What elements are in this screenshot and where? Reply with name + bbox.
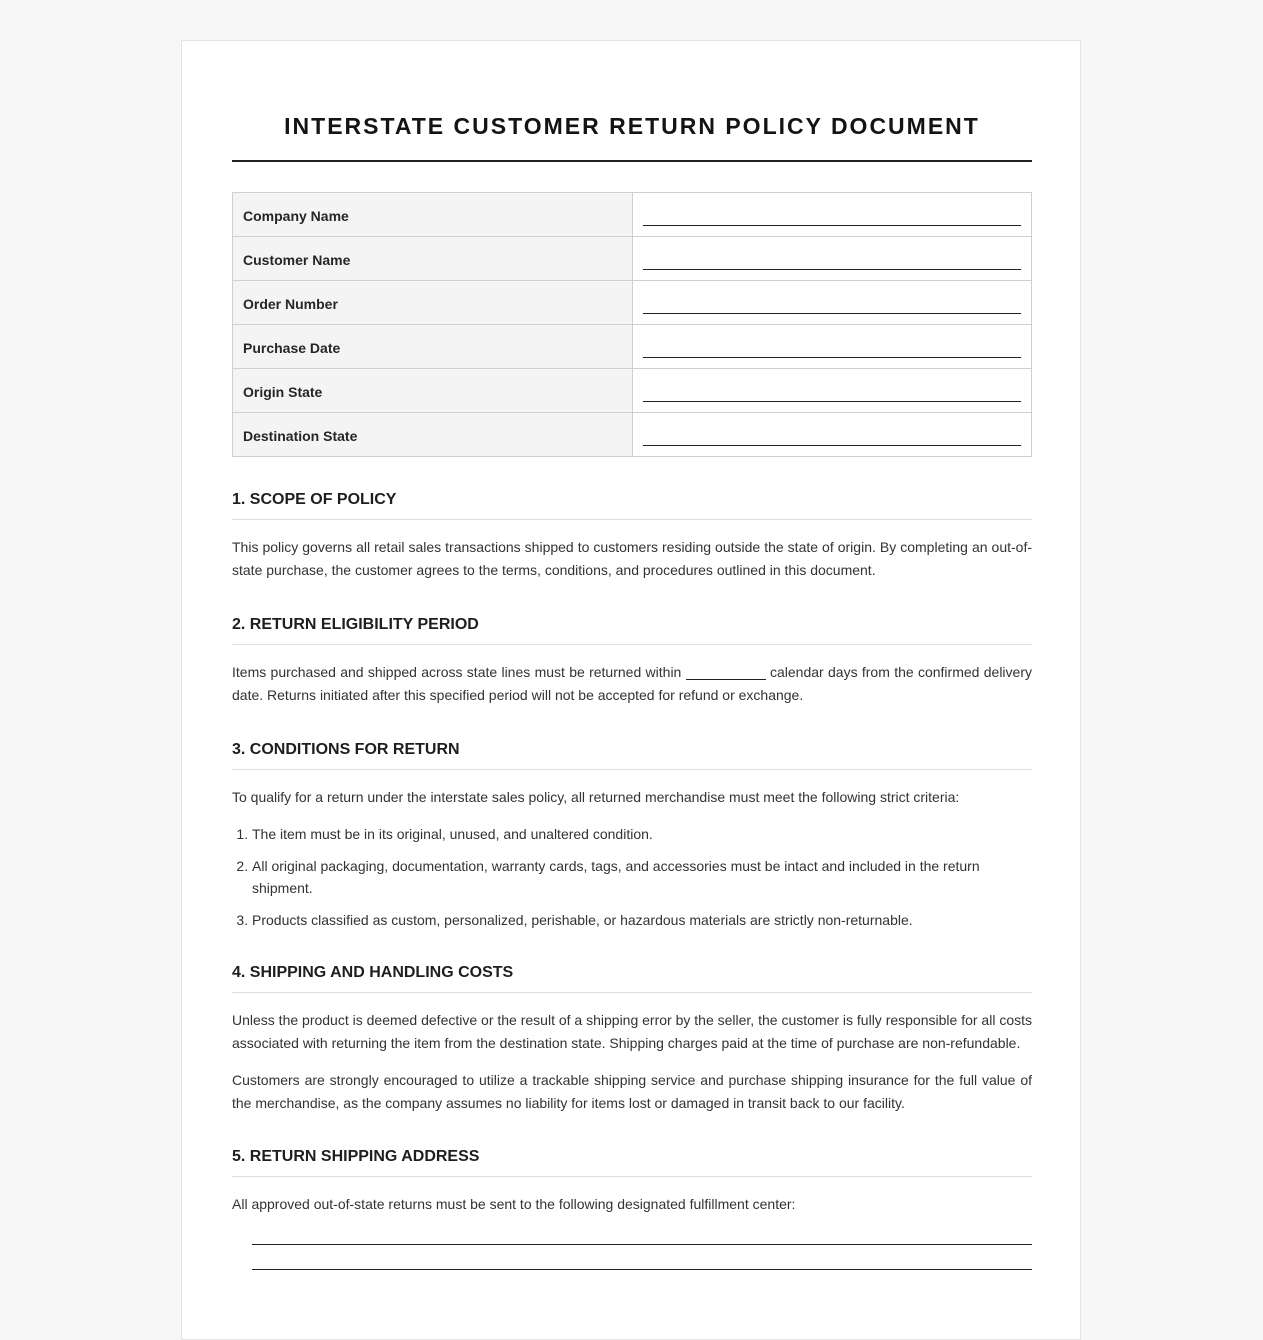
fill-line: [643, 445, 1021, 446]
shipping-para-2: Customers are strongly encouraged to utilize a trackable shipping service and purchase shipping insurance for the full value of the merchandise, as the company assumes no liability for items lost or damaged in transit back to our facility.: [232, 1072, 1032, 1111]
destination-state-field[interactable]: [633, 413, 1032, 457]
customer-name-field[interactable]: [633, 237, 1032, 281]
company-name-field[interactable]: [633, 193, 1032, 237]
section-title-eligibility: 2. RETURN ELIGIBILITY PERIOD: [232, 615, 1032, 645]
table-row: [233, 325, 1032, 369]
days-blank-field[interactable]: [686, 665, 766, 680]
origin-state-label: Origin State: [233, 369, 633, 413]
company-name-label: Company Name: [233, 193, 633, 237]
section-conditions: [232, 740, 1032, 931]
criteria-list: [232, 823, 1032, 931]
list-item: 1. The item must be in its original, unused, and unaltered condition.: [252, 823, 1032, 845]
fill-line: [643, 313, 1021, 314]
list-item: 2. All original packaging, documentation, warranty cards, tags, and accessories must be intact and included in the return shipment.: [252, 855, 1032, 899]
section-title-scope: 1. SCOPE OF POLICY: [232, 490, 1032, 520]
document-page: [181, 40, 1081, 1340]
table-row: [233, 369, 1032, 413]
document-content: [232, 41, 1032, 1307]
fill-line: [643, 357, 1021, 358]
section-address: [232, 1147, 1032, 1307]
table-row: [233, 413, 1032, 457]
table-row: [233, 237, 1032, 281]
section-scope: [232, 490, 1032, 582]
purchase-date-label: Purchase Date: [233, 325, 633, 369]
shipping-para-1: Unless the product is deemed defective or the result of a shipping error by the seller, the customer is fully responsible for all costs associated with returning the item from the destination state. Shipping charges paid at the time of purchase are non-refundable.: [232, 1012, 1032, 1051]
section-title-shipping: 4. SHIPPING AND HANDLING COSTS: [232, 963, 1032, 993]
order-number-field[interactable]: [633, 281, 1032, 325]
eligibility-text: [232, 661, 1032, 707]
eligibility-text-after: calendar days from the confirmed delivery date. Returns initiated after this specified period will not be accepted for refund or exchange.: [232, 664, 1032, 703]
order-number-label: Order Number: [233, 281, 633, 325]
fill-line: [643, 225, 1021, 226]
list-item: 3. Products classified as custom, personalized, perishable, or hazardous materials are strictly non-returnable.: [252, 909, 1032, 931]
address-text: All approved out-of-state returns must be sent to the following designated fulfillment center:: [232, 1196, 796, 1212]
conditions-intro: To qualify for a return under the interstate sales policy, all returned merchandise must meet the following strict criteria:: [232, 789, 960, 805]
customer-name-label: Customer Name: [233, 237, 633, 281]
table-row: [233, 193, 1032, 237]
document-title: INTERSTATE CUSTOMER RETURN POLICY DOCUMENT: [284, 113, 980, 139]
eligibility-text-before: Items purchased and shipped across state lines must be returned within: [232, 664, 682, 680]
scope-text: This policy governs all retail sales transactions shipped to customers residing outside the state of origin. By completing an out-of-state purchase, the customer agrees to the terms, conditions, and procedures outlined in this document.: [232, 539, 1032, 578]
address-line-1[interactable]: [252, 1244, 1032, 1245]
fill-line: [643, 269, 1021, 270]
section-eligibility: [232, 615, 1032, 707]
origin-state-field[interactable]: [633, 369, 1032, 413]
section-shipping: [232, 963, 1032, 1115]
fill-line: [643, 401, 1021, 402]
title-divider: [232, 160, 1032, 162]
table-row: [233, 281, 1032, 325]
address-line-2[interactable]: [252, 1269, 1032, 1270]
purchase-date-field[interactable]: [633, 325, 1032, 369]
destination-state-label: Destination State: [233, 413, 633, 457]
info-table: [232, 192, 1032, 457]
section-title-address: 5. RETURN SHIPPING ADDRESS: [232, 1147, 1032, 1177]
section-title-conditions: 3. CONDITIONS FOR RETURN: [232, 740, 1032, 770]
